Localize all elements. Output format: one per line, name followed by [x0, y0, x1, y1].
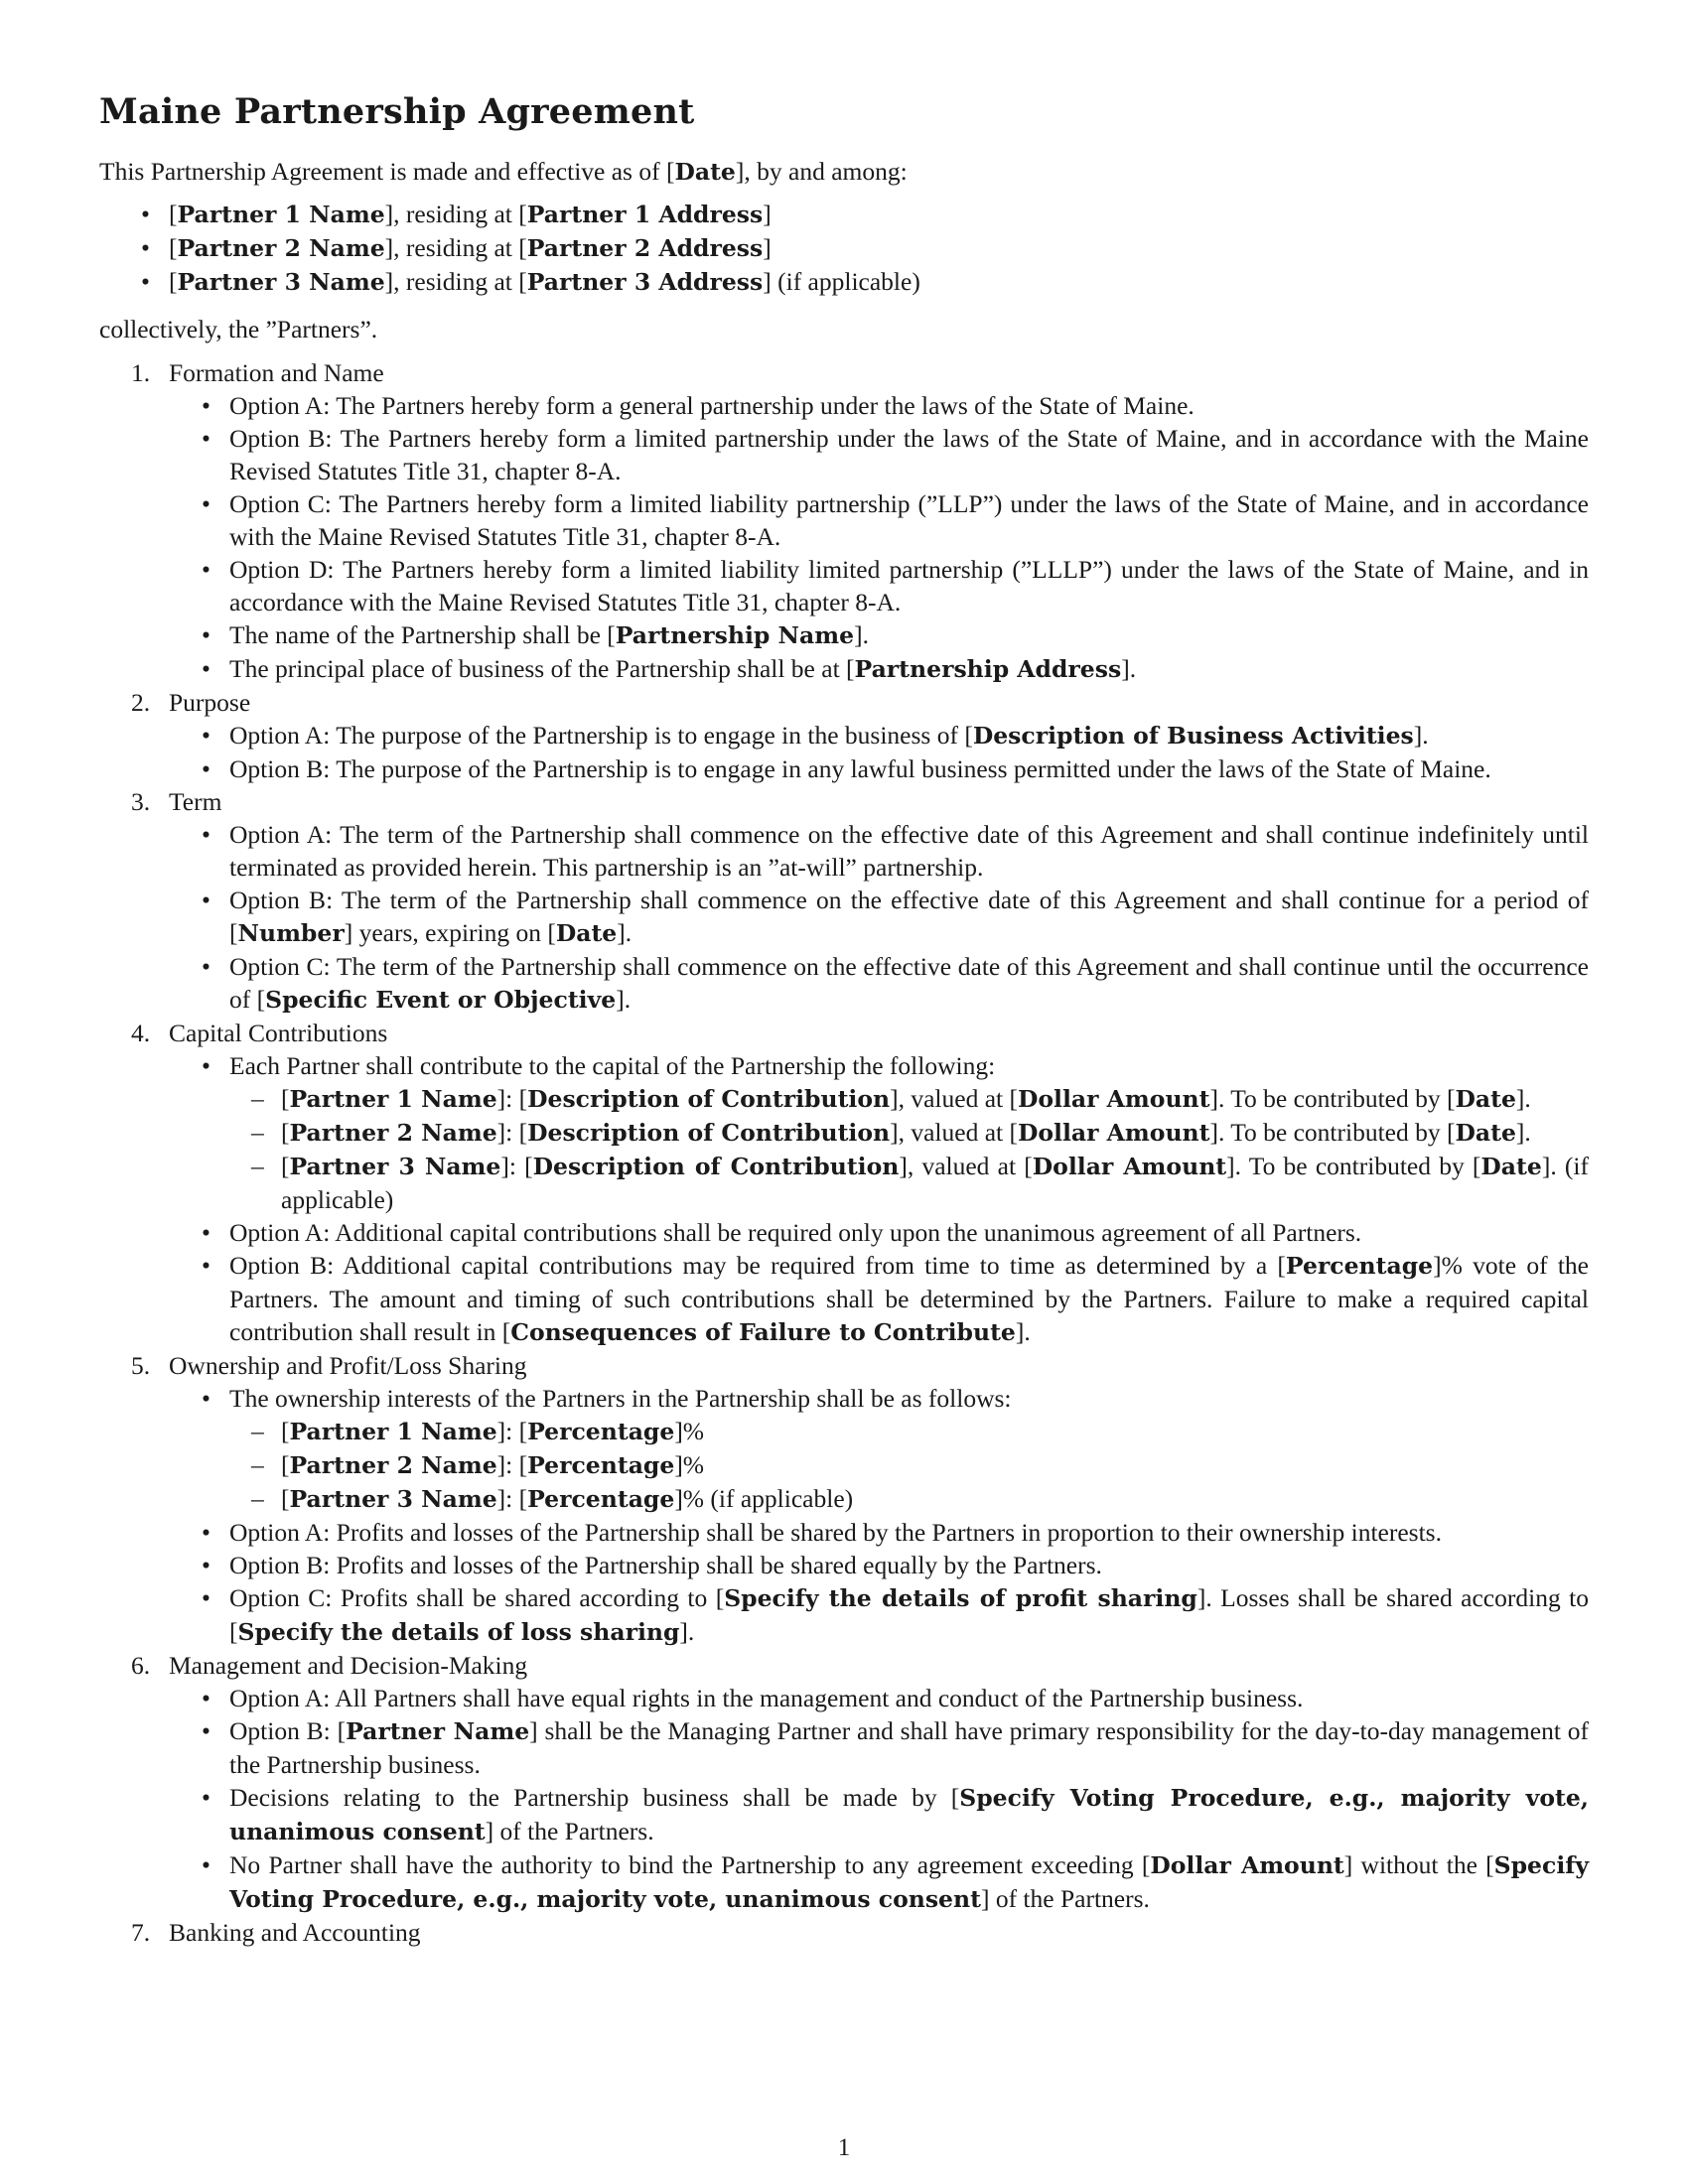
- section-number: 3.: [131, 787, 151, 816]
- partner-item: • [Partner 2 Name], residing at [Partner 2 Address]: [99, 231, 1589, 265]
- section-purpose: [99, 686, 1589, 785]
- placeholder-field: Specify Voting Procedure, e.g., majority vote, unanimous consent: [229, 1784, 1589, 1845]
- placeholder-field: Number: [237, 919, 345, 947]
- contribution-item: – [Partner 3 Name]: [Description of Contribution], valued at [Dollar Amount]. To be contributed by [Date]. (if applicable): [229, 1150, 1589, 1216]
- ownership-item: – [Partner 3 Name]: [Percentage]% (if applicable): [229, 1482, 1589, 1516]
- contribution-item: – [Partner 2 Name]: [Description of Contribution], valued at [Dollar Amount]. To be contributed by [Date].: [229, 1116, 1589, 1150]
- partner-item: • [Partner 1 Name], residing at [Partner 1 Address]: [99, 198, 1589, 231]
- agreement-text: [99, 155, 1589, 1949]
- page-number: 1: [837, 2134, 851, 2161]
- option-item: • Option C: The term of the Partnership shall commence on the effective date of this Agreement and shall continue until the occurrence of [Specific Event or Objective].: [169, 950, 1589, 1017]
- clause-item: • Decisions relating to the Partnership business shall be made by [Specify Voting Procedure, e.g., majority vote, unanimous consent] of the Partners.: [169, 1781, 1589, 1848]
- section-number: 4.: [131, 1019, 151, 1047]
- placeholder-field: Date: [555, 919, 618, 947]
- intro-paragraph: This Partnership Agreement is made and effective as of [Date], by and among:: [99, 157, 908, 186]
- option-item: • Option B: The term of the Partnership shall commence on the effective date of this Agreement and shall continue for a period of [Number] years, expiring on [Date].: [169, 884, 1589, 950]
- partner-item: • [Partner 3 Name], residing at [Partner 3 Address] (if applicable): [99, 265, 1589, 299]
- section-number: 1.: [131, 358, 151, 387]
- placeholder-field: Specify the details of loss sharing: [237, 1618, 680, 1646]
- option-item: • Option A: All Partners shall have equal rights in the management and conduct of the Partnership business.: [169, 1682, 1589, 1714]
- section-heading: Term: [169, 787, 222, 816]
- section-formation: [99, 356, 1589, 686]
- placeholder-field: Partnership Name: [615, 621, 855, 649]
- section-number: 6.: [131, 1651, 151, 1680]
- section-management: [99, 1649, 1589, 1916]
- partner-address-placeholder: Partner 2 Address: [526, 234, 764, 262]
- option-item: • Option A: The term of the Partnership shall commence on the effective date of this Agreement and shall continue indefinitely until terminated as provided herein. This partnership is an ”at-will” partnership.: [169, 818, 1589, 884]
- placeholder-field: Partnership Address: [854, 655, 1122, 683]
- section-list: [99, 356, 1589, 1949]
- section-heading: Banking and Accounting: [169, 1918, 421, 1947]
- option-item: • Option B: The Partners hereby form a limited partnership under the laws of the State of Maine, and in accordance with the Maine Revised Statutes Title 31, chapter 8-A.: [169, 422, 1589, 487]
- ownership-item: – [Partner 1 Name]: [Percentage]%: [229, 1415, 1589, 1448]
- clause-item: • The principal place of business of the Partnership shall be at [Partnership Address].: [169, 652, 1589, 686]
- contribution-item: – [Partner 1 Name]: [Description of Contribution], valued at [Dollar Amount]. To be contributed by [Date].: [229, 1082, 1589, 1116]
- partner-list: [99, 198, 1589, 299]
- clause-item: • No Partner shall have the authority to bind the Partnership to any agreement exceeding [Dollar Amount] without the [Specify Voting Procedure, e.g., majority vote, unanimous consent] of the Partners.: [169, 1848, 1589, 1916]
- placeholder-field: Percentage: [1285, 1252, 1434, 1280]
- clause-item: • The ownership interests of the Partners in the Partnership shall be as follows: – [Partner 1 Name]: [Percentage]% – [Partner 2 Name]: [Percentage]% – [Partner 3 Name]: [Percentage]% (if applicable): [169, 1382, 1589, 1516]
- option-item: • Option C: The Partners hereby form a limited liability partnership (”LLP”) under the laws of the State of Maine, and in accordance with the Maine Revised Statutes Title 31, chapter 8-A.: [169, 487, 1589, 553]
- clause-item: • The name of the Partnership shall be [Partnership Name].: [169, 618, 1589, 652]
- section-bullets: [169, 1382, 1589, 1649]
- placeholder-field: Dollar Amount: [1150, 1851, 1344, 1879]
- section-heading: Formation and Name: [169, 358, 384, 387]
- partner-address-placeholder: Partner 1 Address: [526, 201, 764, 228]
- clause-item: • Each Partner shall contribute to the capital of the Partnership the following: – [Partner 1 Name]: [Description of Contribution], valued at [Dollar Amount]. To be contributed by [Date]. – [Partner 2 Name]: [Description of Contribution], valued at [Dollar Amount]. To be contributed by [Date]. – [Partner 3 Name]: [Description of Contribution], valued at [Dollar Amount]. To be contributed by [Date]. (if applicable): [169, 1049, 1589, 1216]
- partner-name-placeholder: Partner 1 Name: [177, 201, 385, 228]
- placeholder-field: Specific Event or Objective: [265, 986, 617, 1014]
- ownership-item: – [Partner 2 Name]: [Percentage]%: [229, 1448, 1589, 1482]
- document-body: [99, 87, 1589, 1949]
- collectively-line: collectively, the ”Partners”.: [99, 315, 378, 343]
- placeholder-field: Specify the details of profit sharing: [724, 1584, 1197, 1612]
- partner-name-placeholder: Partner 3 Name: [177, 268, 385, 296]
- contribution-list: [229, 1082, 1589, 1216]
- placeholder-field: Partner Name: [346, 1717, 530, 1745]
- section-number: 2.: [131, 688, 151, 717]
- option-item: • Option A: The Partners hereby form a general partnership under the laws of the State of Maine.: [169, 389, 1589, 422]
- option-item: • Option C: Profits shall be shared according to [Specify the details of profit sharing]. Losses shall be shared according to [Specify the details of loss sharing].: [169, 1581, 1589, 1649]
- placeholder-field: Specify Voting Procedure, e.g., majority vote, unanimous consent: [229, 1851, 1590, 1913]
- section-heading: Purpose: [169, 688, 251, 717]
- document-title: Maine Partnership Agreement: [99, 91, 695, 132]
- section-bullets: [169, 818, 1589, 1017]
- option-item: • Option A: Additional capital contributions shall be required only upon the unanimous agreement of all Partners.: [169, 1216, 1589, 1249]
- section-capital-contributions: [99, 1017, 1589, 1349]
- section-heading: Ownership and Profit/Loss Sharing: [169, 1351, 527, 1380]
- date-placeholder: Date: [674, 158, 736, 186]
- section-bullets: [169, 1682, 1589, 1916]
- option-item: • Option D: The Partners hereby form a limited liability limited partnership (”LLLP”) under the laws of the State of Maine, and in accordance with the Maine Revised Statutes Title 31, chapter 8-A.: [169, 553, 1589, 618]
- partner-address-placeholder: Partner 3 Address: [526, 268, 764, 296]
- partner-name-placeholder: Partner 2 Name: [177, 234, 385, 262]
- section-bullets: [169, 719, 1589, 785]
- placeholder-field: Consequences of Failure to Contribute: [510, 1318, 1016, 1346]
- section-heading: Capital Contributions: [169, 1019, 388, 1047]
- option-item: • Option A: Profits and losses of the Partnership shall be shared by the Partners in proportion to their ownership interests.: [169, 1516, 1589, 1549]
- section-banking: [99, 1916, 1589, 1949]
- placeholder-field: Description of Business Activities: [972, 722, 1414, 750]
- option-item: • Option B: [Partner Name] shall be the Managing Partner and shall have primary responsibility for the day-to-day management of the Partnership business.: [169, 1714, 1589, 1781]
- section-bullets: [169, 1049, 1589, 1349]
- option-item: • Option B: Additional capital contributions may be required from time to time as determined by a [Percentage]% vote of the Partners. The amount and timing of such contributions shall be determined by the Partners. Failure to make a required capital contribution shall result in [Consequences of Failure to Contribute].: [169, 1249, 1589, 1349]
- section-number: 5.: [131, 1351, 151, 1380]
- section-bullets: [169, 389, 1589, 686]
- section-heading: Management and Decision-Making: [169, 1651, 528, 1680]
- ownership-list: [229, 1415, 1589, 1516]
- option-item: • Option B: Profits and losses of the Partnership shall be shared equally by the Partners.: [169, 1549, 1589, 1581]
- section-number: 7.: [131, 1918, 151, 1947]
- option-item: • Option B: The purpose of the Partnership is to engage in any lawful business permitted under the laws of the State of Maine.: [169, 752, 1589, 785]
- section-term: [99, 785, 1589, 1017]
- option-item: • Option A: The purpose of the Partnership is to engage in the business of [Description of Business Activities].: [169, 719, 1589, 752]
- section-ownership: [99, 1349, 1589, 1649]
